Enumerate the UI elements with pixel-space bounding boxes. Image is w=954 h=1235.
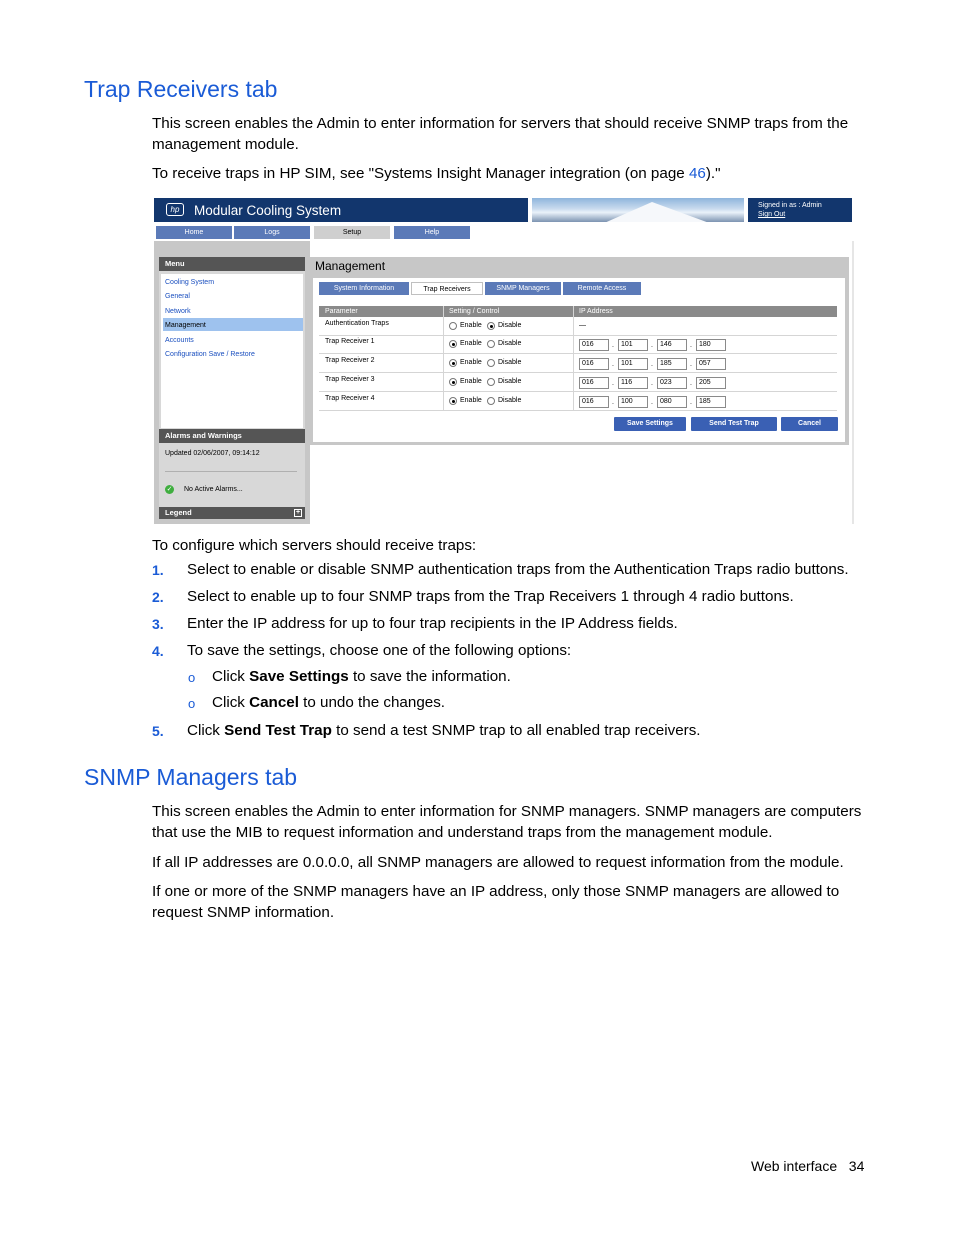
subtab-system-information[interactable]: System Information <box>319 282 409 295</box>
step-bold: Send Test Trap <box>224 722 332 739</box>
tab-logs[interactable]: Logs <box>234 226 312 239</box>
ip-separator: . <box>651 361 653 368</box>
ip-octet-3[interactable]: 185 <box>657 358 687 370</box>
row-label: Trap Receiver 2 <box>325 357 375 364</box>
step-number: 2. <box>152 589 164 605</box>
ip-octet-1[interactable]: 016 <box>579 377 609 389</box>
ip-separator: . <box>651 399 653 406</box>
ip-octet-4[interactable]: 057 <box>696 358 726 370</box>
side-menu <box>159 257 305 519</box>
mountain-banner-image <box>532 198 744 222</box>
sub-step <box>212 694 445 711</box>
ip-octet-3[interactable]: 146 <box>657 339 687 351</box>
expand-plus-icon[interactable]: + <box>295 509 301 516</box>
disable-label: Disable <box>498 322 522 329</box>
signed-in-box <box>748 198 852 222</box>
ip-separator: . <box>612 399 614 406</box>
tab-setup[interactable]: Setup <box>314 226 392 239</box>
sub-step-bold: Cancel <box>249 694 299 711</box>
web-interface-screenshot <box>152 196 854 524</box>
sub-step-post: to undo the changes. <box>298 694 446 711</box>
footer-section: Web interface <box>751 1158 838 1174</box>
legend-bar[interactable] <box>159 507 305 519</box>
col-ip-address: IP Address <box>579 308 613 315</box>
menu-item-network[interactable]: Network <box>165 308 191 315</box>
ip-octet-4[interactable]: 180 <box>696 339 726 351</box>
step-text: Select to enable or disable SNMP authentication traps from the Authentication Traps radio buttons. <box>187 561 849 578</box>
save-settings-button[interactable]: Save Settings <box>614 417 686 431</box>
snmp-restricted-paragraph: If one or more of the SNMP managers have an IP address, only those SNMP managers are allowed to request SNMP information. <box>152 883 840 921</box>
enable-label: Enable <box>460 359 482 366</box>
table-row-receiver-1 <box>319 336 837 354</box>
sub-step-pre: Click <box>212 668 250 685</box>
disable-radio[interactable] <box>487 359 495 367</box>
ip-octet-2[interactable]: 100 <box>618 396 648 408</box>
step-number: 1. <box>152 562 164 578</box>
enable-radio[interactable] <box>449 359 457 367</box>
ip-octet-3[interactable]: 023 <box>657 377 687 389</box>
subtab-trap-receivers[interactable]: Trap Receivers <box>411 282 483 295</box>
disable-radio[interactable] <box>487 322 495 330</box>
app-title: Modular Cooling System <box>194 203 342 218</box>
enable-radio[interactable] <box>449 397 457 405</box>
ip-separator: . <box>690 380 692 387</box>
send-test-trap-button[interactable]: Send Test Trap <box>691 417 777 431</box>
step-number: 5. <box>152 723 164 739</box>
sub-step-pre: Click <box>212 694 250 711</box>
table-row-receiver-3 <box>319 374 837 392</box>
step-text: Select to enable up to four SNMP traps from the Trap Receivers 1 through 4 radio buttons. <box>187 588 794 605</box>
ip-separator: . <box>651 342 653 349</box>
sub-step-bold: Save Settings <box>249 668 349 685</box>
updated-timestamp: Updated 02/06/2007, 09:14:12 <box>165 450 260 457</box>
ip-separator: . <box>690 342 692 349</box>
hp-sim-text: To receive traps in HP SIM, see "Systems Insight Manager integration (on page <box>152 165 689 182</box>
cancel-button[interactable]: Cancel <box>781 417 838 431</box>
ip-octet-2[interactable]: 101 <box>618 339 648 351</box>
menu-item-config-save-restore[interactable]: Configuration Save / Restore <box>165 351 255 358</box>
ip-placeholder: — <box>579 322 586 329</box>
hp-sim-paragraph <box>152 163 867 184</box>
step-post: to send a test SNMP trap to all enabled trap receivers. <box>331 722 701 739</box>
step-text: To save the settings, choose one of the following options: <box>187 642 572 659</box>
disable-label: Disable <box>498 340 522 347</box>
tab-help[interactable]: Help <box>394 226 472 239</box>
hp-logo-icon: hp <box>166 203 184 216</box>
ip-separator: . <box>612 380 614 387</box>
enable-label: Enable <box>460 378 482 385</box>
col-parameter: Parameter <box>325 308 358 315</box>
sign-out-link[interactable]: Sign Out <box>758 211 786 218</box>
top-navigation <box>156 226 850 239</box>
enable-radio[interactable] <box>449 378 457 386</box>
menu-header: Menu <box>159 257 305 271</box>
ip-octet-1[interactable]: 016 <box>579 358 609 370</box>
tab-home[interactable]: Home <box>156 226 234 239</box>
ip-separator: . <box>612 342 614 349</box>
ip-separator: . <box>690 399 692 406</box>
ip-octet-2[interactable]: 101 <box>618 358 648 370</box>
disable-radio[interactable] <box>487 397 495 405</box>
enable-label: Enable <box>460 322 482 329</box>
table-header <box>319 306 837 317</box>
step-pre: Click <box>187 722 225 739</box>
row-label: Trap Receiver 3 <box>325 376 375 383</box>
subtab-remote-access[interactable]: Remote Access <box>563 282 641 295</box>
step-number: 3. <box>152 616 164 632</box>
menu-item-general[interactable]: General <box>165 293 190 300</box>
step-number: 4. <box>152 643 164 659</box>
menu-item-accounts[interactable]: Accounts <box>165 337 194 344</box>
table-row-auth <box>319 318 837 336</box>
sub-step <box>212 668 511 685</box>
section-heading-snmp-managers: SNMP Managers tab <box>84 764 298 790</box>
ip-separator: . <box>651 380 653 387</box>
disable-label: Disable <box>498 378 522 385</box>
ip-octet-4[interactable]: 185 <box>696 396 726 408</box>
bullet-marker: o <box>188 670 196 685</box>
enable-label: Enable <box>460 340 482 347</box>
steps-intro: To configure which servers should receive traps: <box>152 537 477 554</box>
ip-octet-2[interactable]: 116 <box>618 377 648 389</box>
ip-octet-1[interactable]: 016 <box>579 396 609 408</box>
enable-radio[interactable] <box>449 340 457 348</box>
panel-title: Management <box>315 259 386 273</box>
menu-item-management[interactable]: Management <box>165 322 206 329</box>
row-label: Trap Receiver 1 <box>325 338 375 345</box>
enable-label: Enable <box>460 397 482 404</box>
disable-label: Disable <box>498 397 522 404</box>
enable-radio[interactable] <box>449 322 457 330</box>
hp-sim-text-end: )." <box>705 165 721 182</box>
sub-step-post: to save the information. <box>348 668 511 685</box>
subtab-snmp-managers[interactable]: SNMP Managers <box>485 282 561 295</box>
row-label: Authentication Traps <box>325 320 389 327</box>
ip-octet-4[interactable]: 205 <box>696 377 726 389</box>
legend-label: Legend <box>165 508 192 517</box>
page-number: 34 <box>848 1158 865 1174</box>
ip-separator: . <box>690 361 692 368</box>
ip-separator: . <box>612 361 614 368</box>
step-text: Enter the IP address for up to four trap recipients in the IP Address fields. <box>187 615 678 632</box>
col-setting-control: Setting / Control <box>449 308 500 315</box>
table-row-receiver-4 <box>319 393 837 411</box>
page-46-link[interactable]: 46 <box>688 165 706 182</box>
page-footer <box>751 1158 864 1174</box>
signed-in-label: Signed in as : Admin <box>758 202 822 209</box>
section-heading-trap-receivers: Trap Receivers tab <box>84 76 278 102</box>
menu-item-cooling-system[interactable]: Cooling System <box>165 279 215 286</box>
step-text <box>187 722 701 739</box>
table-row-receiver-2 <box>319 355 837 373</box>
disable-radio[interactable] <box>487 340 495 348</box>
bullet-marker: o <box>188 696 196 711</box>
snmp-all-ip-paragraph: If all IP addresses are 0.0.0.0, all SNMP managers are allowed to request information from the module. <box>152 854 844 871</box>
check-icon: ✓ <box>166 486 173 493</box>
row-label: Trap Receiver 4 <box>325 395 375 402</box>
trap-intro-paragraph: This screen enables the Admin to enter information for servers that should receive SNMP traps from the management module. <box>152 115 849 153</box>
disable-radio[interactable] <box>487 378 495 386</box>
app-banner <box>152 196 854 224</box>
menu-list <box>161 274 303 428</box>
no-alarms-text: No Active Alarms... <box>184 486 243 493</box>
alarms-header: Alarms and Warnings <box>159 429 305 443</box>
app-title-bar <box>154 198 528 222</box>
ip-octet-1[interactable]: 016 <box>579 339 609 351</box>
ip-octet-3[interactable]: 080 <box>657 396 687 408</box>
disable-label: Disable <box>498 359 522 366</box>
snmp-intro-paragraph: This screen enables the Admin to enter information for SNMP managers. SNMP managers are computers that use the MIB to request information and understand traps from the management module. <box>152 803 862 841</box>
